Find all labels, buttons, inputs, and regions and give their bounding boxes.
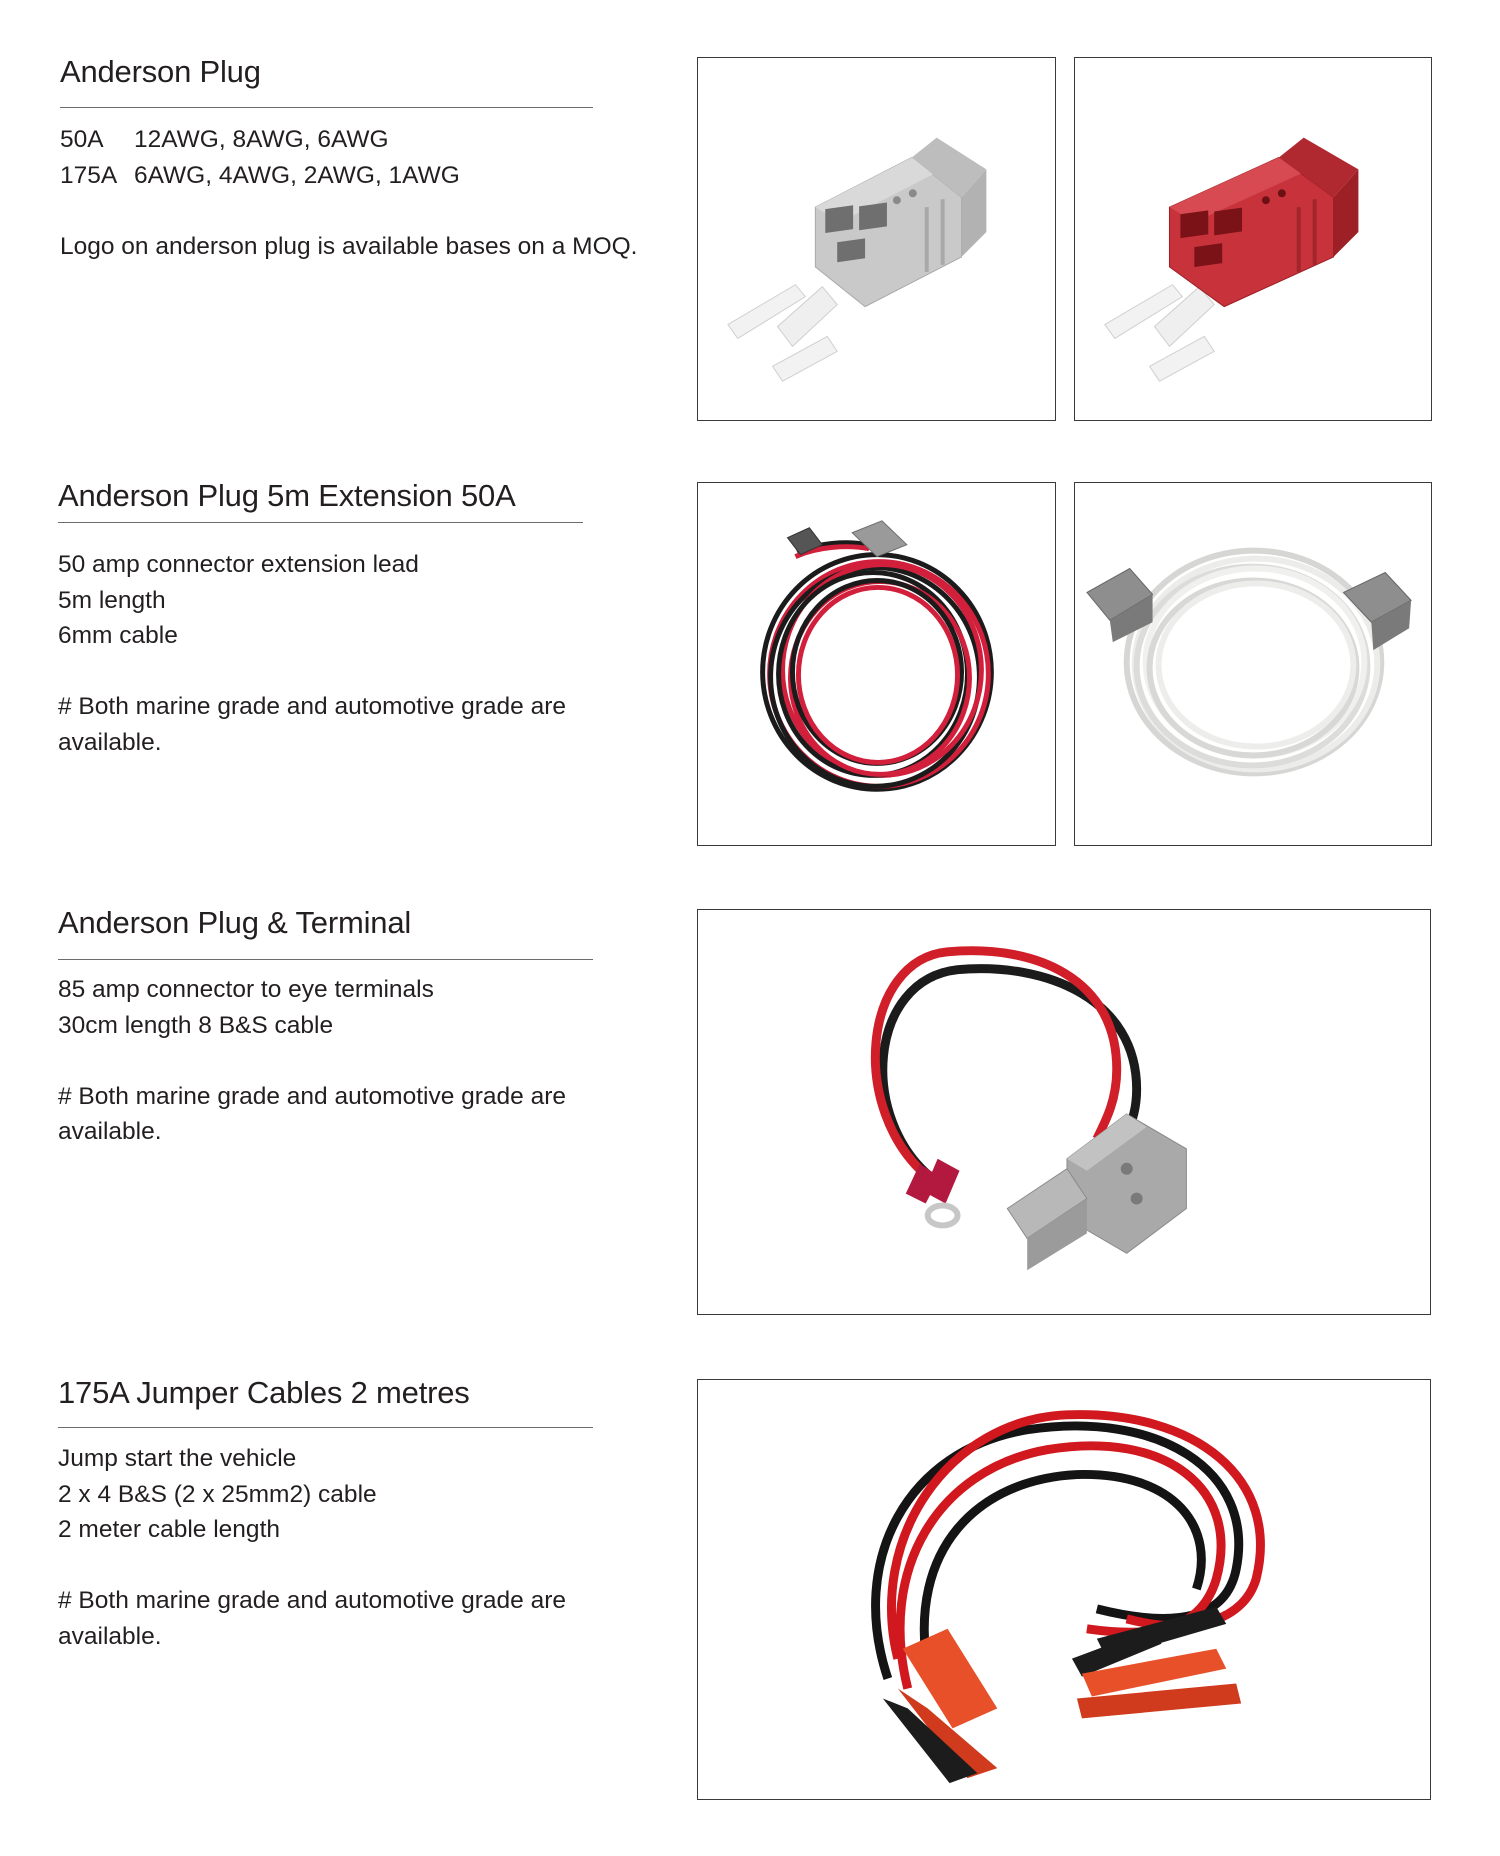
description-line: 50 amp connector extension lead [58,551,419,578]
white-coil-illustration [1075,483,1431,845]
spec-row [60,158,638,194]
description-line: # Both marine grade and automotive grade are [58,1587,567,1614]
description-line: 5m length [58,586,166,614]
section-title: Anderson Plug & Terminal [58,905,412,940]
title-divider [60,107,593,108]
logo-note: Logo on anderson plug is available bases on a MOQ. [60,232,638,260]
description-line: available. [58,1118,162,1145]
description-line: # Both marine grade and automotive grade are [58,693,567,720]
section-title: 175A Jumper Cables 2 metres [58,1375,470,1410]
section-title: Anderson Plug 5m Extension 50A [58,478,516,513]
spec-list [60,122,638,264]
red-anderson-plug-illustration [1075,58,1431,420]
blank-line [58,654,566,690]
blank-line [58,1548,566,1584]
description-line: 30cm length 8 B&S cable [58,1011,334,1039]
title-divider [58,522,583,523]
section-title: Anderson Plug [60,54,261,89]
red-anderson-plug-photo [1074,57,1432,421]
description-line: Jump start the vehicle [58,1445,297,1472]
title-divider [58,1427,593,1428]
jumper-cables-photo [697,1379,1431,1800]
spec-gauges: 12AWG, 8AWG, 6AWG [134,126,389,153]
plug-to-eye-terminal-lead-photo [697,909,1431,1315]
blank-line [58,1043,566,1079]
grey-anderson-plug-illustration [698,58,1055,420]
description [58,547,566,760]
plug-terminal-illustration [698,910,1430,1314]
grey-anderson-plug-photo [697,57,1056,421]
spec-gauges: 6AWG, 4AWG, 2AWG, 1AWG [134,161,460,189]
red-black-extension-lead-photo [697,482,1056,846]
description-line: 6mm cable [58,622,178,649]
description [58,1441,566,1654]
description [58,972,566,1150]
spec-amperage: 175A [60,161,118,189]
blank-line [60,193,638,229]
jumper-cables-illustration [698,1380,1430,1799]
description-line: 85 amp connector to eye terminals [58,976,434,1003]
white-extension-lead-photo [1074,482,1432,846]
title-divider [58,959,593,960]
red-black-coil-illustration [698,483,1055,845]
spec-row [60,122,638,158]
description-line: # Both marine grade and automotive grade are [58,1082,567,1110]
description-line: 2 x 4 B&S (2 x 25mm2) cable [58,1480,377,1508]
description-line: available. [58,728,162,756]
description-line: 2 meter cable length [58,1516,280,1543]
spec-amperage: 50A [60,126,104,153]
description-line: available. [58,1622,162,1650]
